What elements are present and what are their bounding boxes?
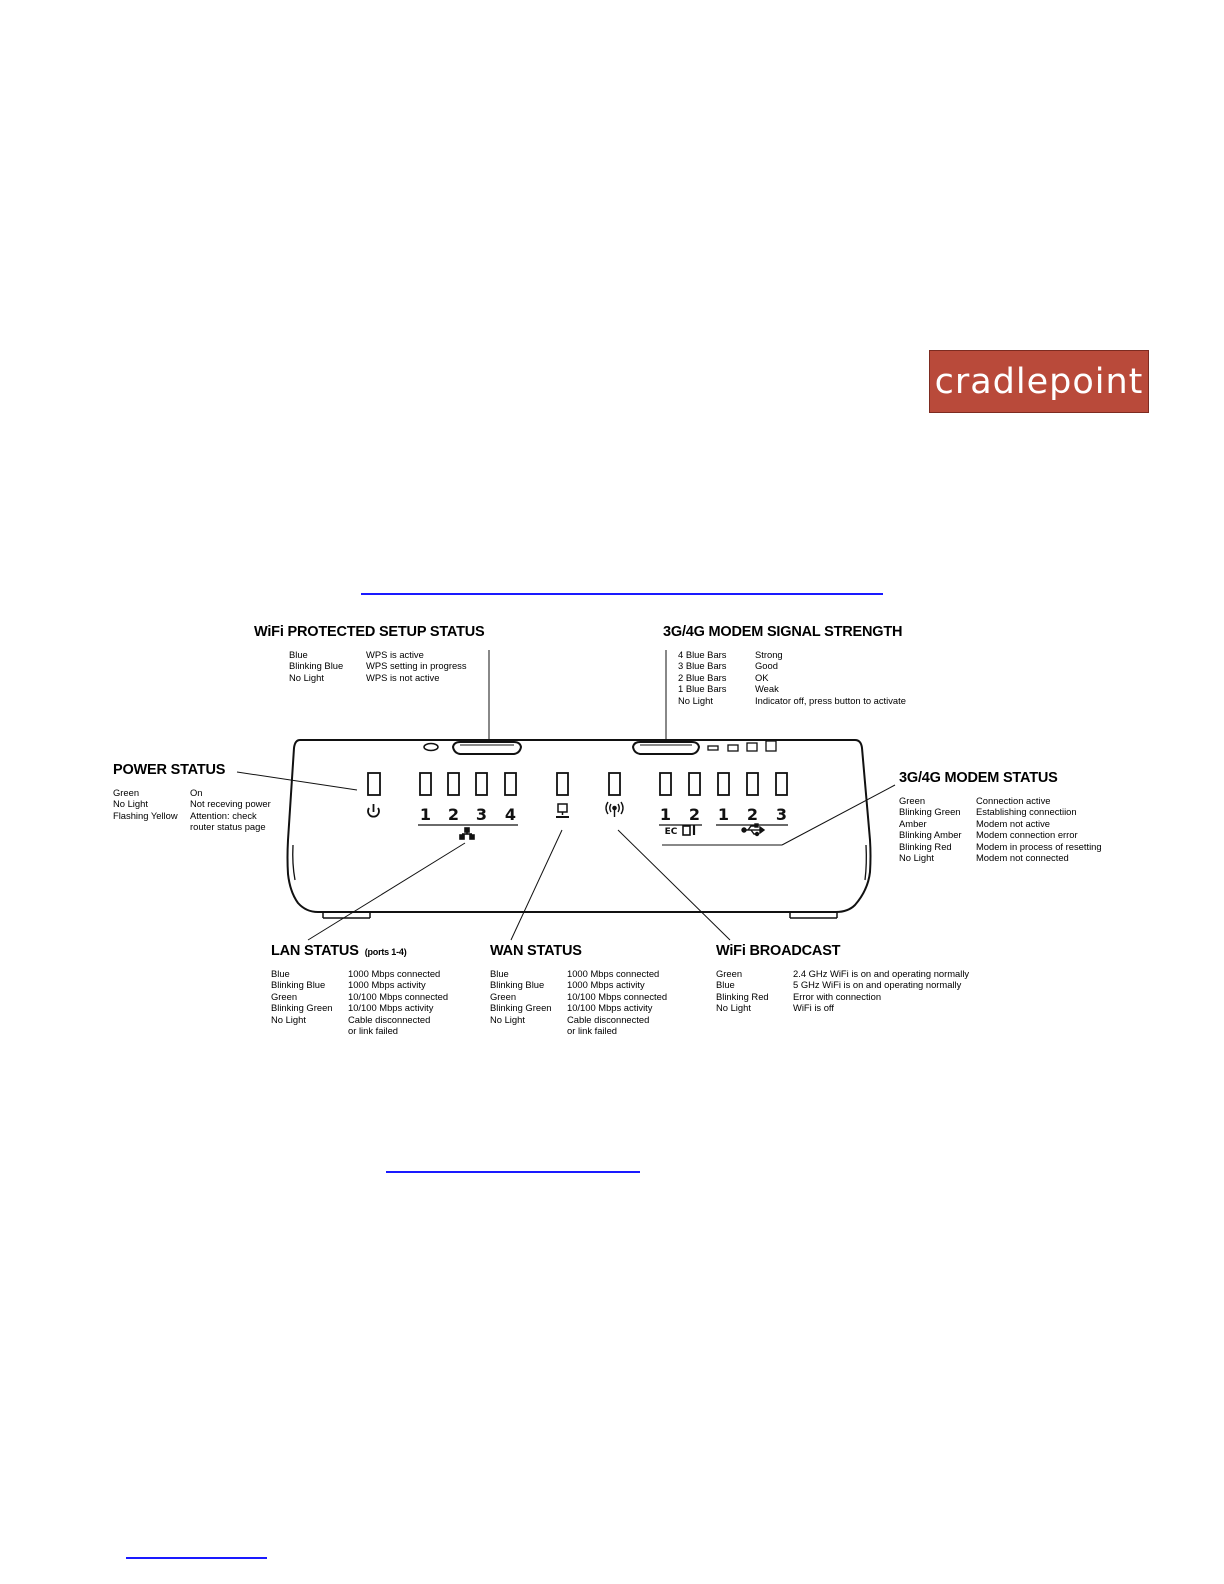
legend-value: or link failed bbox=[348, 1025, 399, 1037]
signal-legend-table bbox=[678, 649, 906, 706]
signal-button bbox=[633, 742, 699, 754]
modem-slot-label: 1 bbox=[659, 805, 672, 824]
section-title: POWER STATUS bbox=[113, 762, 226, 778]
section-title: WiFi BROADCAST bbox=[716, 943, 841, 959]
legend-value: WPS is active bbox=[366, 649, 424, 660]
modem-status-section bbox=[899, 770, 1102, 863]
wps-legend-table bbox=[289, 649, 467, 683]
usb-port-label: 3 bbox=[775, 805, 788, 824]
legend-key: No Light bbox=[113, 798, 148, 810]
section-title: 3G/4G MODEM STATUS bbox=[899, 770, 1058, 786]
legend-key: Blinking Green bbox=[271, 1002, 333, 1014]
legend-key: Blue bbox=[271, 968, 290, 979]
legend-value: 1000 Mbps activity bbox=[567, 979, 645, 991]
legend-value: 1000 Mbps connected bbox=[567, 968, 660, 979]
legend-value: Cable disconnected bbox=[567, 1013, 650, 1025]
wifi-broadcast-section bbox=[716, 943, 969, 1014]
led-wifi bbox=[609, 773, 620, 795]
lan-port-label: 3 bbox=[475, 805, 488, 824]
express-card-label: EC bbox=[664, 827, 678, 837]
legend-key: 2 Blue Bars bbox=[678, 671, 727, 683]
legend-value: 10/100 Mbps connected bbox=[567, 990, 668, 1002]
power-button-oval bbox=[424, 744, 438, 751]
signal-strength-section bbox=[663, 624, 906, 706]
legend-key: 3 Blue Bars bbox=[678, 660, 727, 672]
legend-value: Modem connection error bbox=[976, 829, 1078, 841]
wifi-legend-table bbox=[716, 968, 969, 1014]
lan-port-label: 2 bbox=[447, 805, 460, 824]
power-icon bbox=[368, 804, 379, 817]
led-usb-3 bbox=[776, 773, 787, 795]
legend-value: Cable disconnected bbox=[348, 1013, 431, 1025]
legend-key: Blue bbox=[490, 968, 509, 979]
router-body-outline bbox=[288, 740, 871, 912]
router-inner-outline bbox=[293, 845, 295, 880]
legend-value: WPS setting in progress bbox=[366, 660, 467, 672]
legend-key: No Light bbox=[490, 1013, 525, 1025]
signal-bar-3 bbox=[747, 743, 757, 751]
legend-value: 10/100 Mbps activity bbox=[567, 1002, 653, 1014]
led-modem-1 bbox=[660, 773, 671, 795]
legend-value: 10/100 Mbps connected bbox=[348, 990, 449, 1002]
network-icon bbox=[460, 828, 474, 839]
legend-key: Flashing Yellow bbox=[113, 809, 178, 821]
lan-status-section bbox=[271, 943, 448, 1036]
legend-value: Connection active bbox=[976, 795, 1051, 806]
legend-key: Blinking Blue bbox=[490, 979, 545, 991]
legend-value: Not receving power bbox=[190, 798, 271, 810]
wps-button bbox=[453, 742, 521, 754]
legend-value: 1000 Mbps activity bbox=[348, 979, 426, 991]
legend-key: Blue bbox=[289, 649, 308, 660]
legend-key: Blinking Blue bbox=[289, 660, 344, 672]
legend-key: Green bbox=[899, 795, 926, 806]
legend-value: 2.4 GHz WiFi is on and operating normally bbox=[793, 968, 970, 979]
led-power bbox=[368, 773, 380, 795]
legend-key: No Light bbox=[678, 694, 713, 706]
led-usb-1 bbox=[718, 773, 729, 795]
express-card-icon bbox=[683, 825, 694, 835]
usb-port-label: 1 bbox=[717, 805, 730, 824]
legend-key: Green bbox=[490, 990, 517, 1002]
legend-key: Blue bbox=[716, 979, 735, 991]
wan-legend-table bbox=[490, 968, 667, 1036]
legend-value: On bbox=[190, 787, 203, 798]
power-status-section bbox=[113, 762, 271, 833]
legend-value: Weak bbox=[755, 683, 779, 695]
legend-value: Establishing connectiion bbox=[976, 806, 1077, 818]
legend-key: Blinking Green bbox=[490, 1002, 552, 1014]
legend-key: Blinking Red bbox=[716, 990, 769, 1002]
legend-key: Green bbox=[271, 990, 298, 1002]
legend-key bbox=[271, 1025, 348, 1036]
legend-key bbox=[490, 1025, 567, 1036]
wifi-antenna-icon bbox=[606, 802, 623, 817]
legend-key bbox=[113, 821, 190, 832]
section-title: 3G/4G MODEM SIGNAL STRENGTH bbox=[663, 624, 903, 640]
legend-value: Modem not active bbox=[976, 817, 1050, 829]
led-usb-2 bbox=[747, 773, 758, 795]
section-title: WAN STATUS bbox=[490, 943, 582, 959]
section-subtitle: (ports 1-4) bbox=[364, 947, 407, 957]
legend-value: Modem in process of resetting bbox=[976, 840, 1102, 852]
legend-value: Error with connection bbox=[793, 990, 882, 1002]
legend-key: Amber bbox=[899, 817, 927, 829]
legend-value: 10/100 Mbps activity bbox=[348, 1002, 434, 1014]
section-title: LAN STATUS (ports 1-4) bbox=[271, 943, 407, 959]
legend-value: WiFi is off bbox=[793, 1002, 834, 1014]
usb-port-label: 2 bbox=[746, 805, 759, 824]
wps-status-section bbox=[254, 624, 485, 683]
lan-port-label: 4 bbox=[504, 805, 517, 824]
legend-key: Blinking Red bbox=[899, 840, 952, 852]
usb-icon bbox=[742, 824, 764, 836]
legend-key: 4 Blue Bars bbox=[678, 649, 727, 660]
legend-key: No Light bbox=[716, 1002, 751, 1014]
legend-value: router status page bbox=[190, 821, 266, 833]
legend-key: Blinking Amber bbox=[899, 829, 962, 841]
wan-status-section bbox=[490, 943, 667, 1036]
signal-bar-1 bbox=[708, 746, 718, 750]
led-lan-4 bbox=[505, 773, 516, 795]
legend-value: Attention: check bbox=[190, 809, 257, 821]
legend-value: or link failed bbox=[567, 1025, 618, 1037]
legend-value: 5 GHz WiFi is on and operating normally bbox=[793, 979, 962, 991]
section-title: WiFi PROTECTED SETUP STATUS bbox=[254, 624, 485, 640]
wan-computer-icon bbox=[556, 804, 569, 817]
legend-value: OK bbox=[755, 671, 769, 683]
legend-value: Good bbox=[755, 660, 778, 672]
led-lan-1 bbox=[420, 773, 431, 795]
legend-value: 1000 Mbps connected bbox=[348, 968, 441, 979]
legend-key: No Light bbox=[271, 1013, 306, 1025]
led-wan bbox=[557, 773, 568, 795]
legend-key: No Light bbox=[899, 852, 934, 864]
led-modem-2 bbox=[689, 773, 700, 795]
legend-key: Green bbox=[716, 968, 743, 979]
legend-key: Green bbox=[113, 787, 140, 798]
led-lan-3 bbox=[476, 773, 487, 795]
modem-legend-table bbox=[899, 795, 1102, 863]
legend-value: Strong bbox=[755, 649, 783, 660]
legend-value: Indicator off, press button to activate bbox=[755, 694, 906, 706]
legend-key: No Light bbox=[289, 671, 324, 683]
signal-bar-4 bbox=[766, 741, 776, 751]
modem-slot-label: 2 bbox=[688, 805, 701, 824]
legend-key: 1 Blue Bars bbox=[678, 683, 727, 695]
signal-bar-2 bbox=[728, 745, 738, 751]
legend-key: Blinking Green bbox=[899, 806, 961, 818]
logo-text: cradlepoint bbox=[934, 361, 1144, 402]
legend-key: Blinking Blue bbox=[271, 979, 326, 991]
led-lan-2 bbox=[448, 773, 459, 795]
legend-value: Modem not connected bbox=[976, 852, 1069, 864]
legend-value: WPS is not active bbox=[366, 671, 440, 683]
lan-port-label: 1 bbox=[419, 805, 432, 824]
power-legend-table bbox=[113, 787, 271, 833]
lan-legend-table bbox=[271, 968, 448, 1036]
